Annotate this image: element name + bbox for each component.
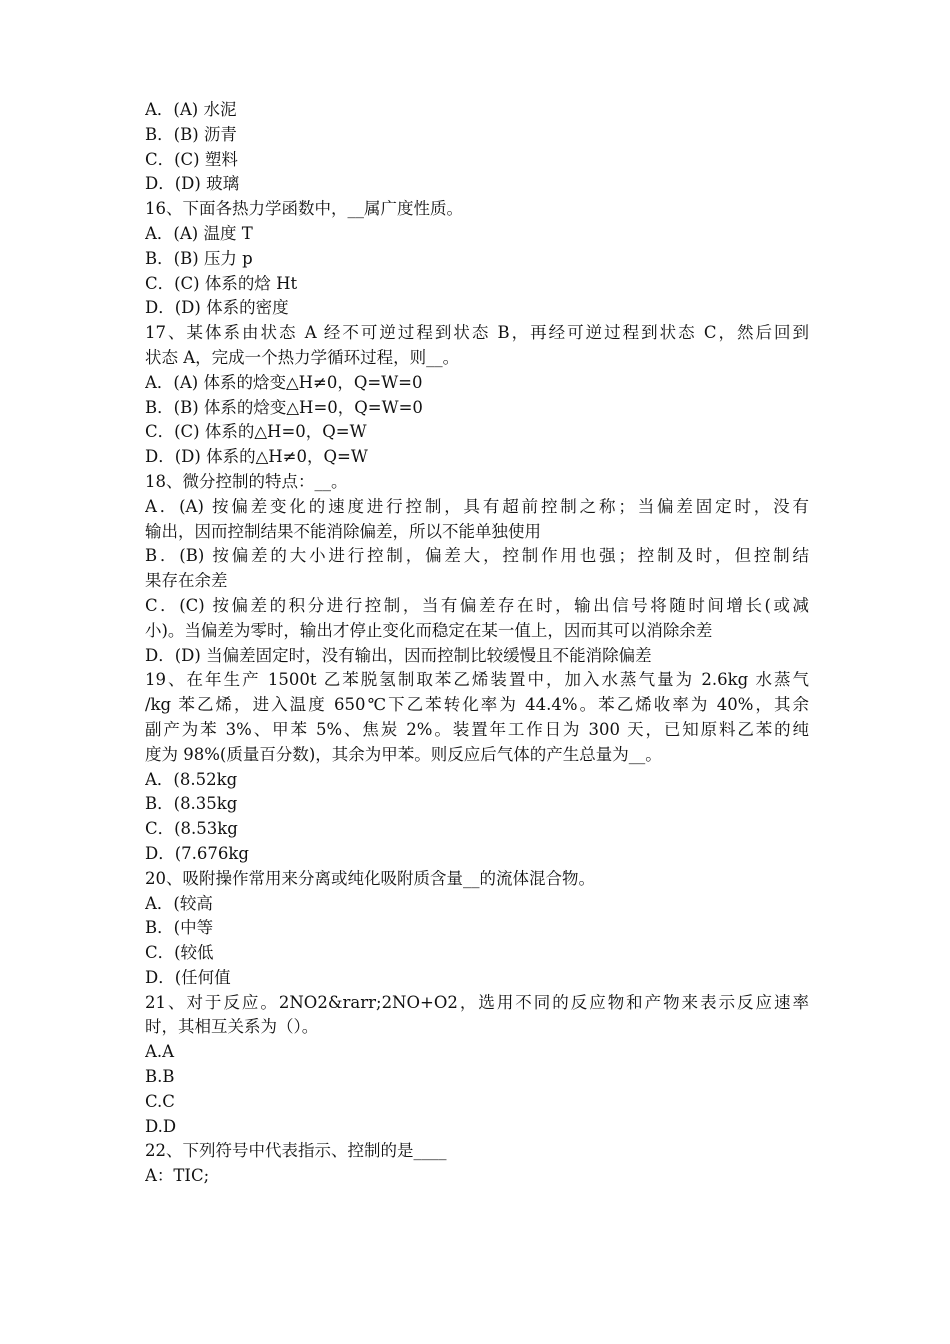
text-line: D．(7.676kg bbox=[145, 843, 249, 863]
text-line: A．(A) 水泥 bbox=[145, 100, 237, 119]
text-line: /kg 苯乙烯，进入温度 650℃下乙苯转化率为 44.4%。苯乙烯收率为 40%，其余 bbox=[145, 695, 809, 715]
text-line: C.C bbox=[145, 1091, 175, 1111]
text-line: D.D bbox=[145, 1116, 177, 1136]
text-line: B.B bbox=[145, 1067, 175, 1087]
text-line: 状态 A，完成一个热力学循环过程，则__。 bbox=[145, 347, 460, 367]
text-line: A.A bbox=[145, 1042, 175, 1062]
text-line: A．(A) 按偏差变化的速度进行控制，具有超前控制之称；当偏差固定时，没有 bbox=[145, 496, 809, 516]
text-line: 小)。当偏差为零时，输出才停止变化而稳定在某一值上，因而其可以消除余差 bbox=[145, 620, 713, 640]
text-line: A．(较高 bbox=[145, 893, 213, 913]
text-line: 度为 98%(质量百分数)，其余为甲苯。则反应后气体的产生总量为__。 bbox=[145, 744, 662, 764]
text-line: B．(B) 压力 p bbox=[145, 248, 253, 268]
text-line: D．(任何值 bbox=[145, 967, 231, 987]
text-line: 时，其相互关系为（）。 bbox=[145, 1017, 319, 1037]
text-line: B．(中等 bbox=[145, 918, 214, 938]
text-line: 17、某体系由状态 A 经不可逆过程到状态 B，再经可逆过程到状态 C，然后回到 bbox=[145, 323, 809, 343]
text-line: 22、下列符号中代表指示、控制的是____ bbox=[145, 1141, 447, 1161]
text-line: 16、下面各热力学函数中，__属广度性质。 bbox=[145, 199, 463, 219]
text-line: A．(A) 温度 T bbox=[145, 223, 253, 243]
text-line: D．(D) 体系的密度 bbox=[145, 298, 289, 318]
text-line: B．(B) 沥青 bbox=[145, 124, 237, 144]
text-line: D．(D) 体系的△H≠0，Q=W bbox=[145, 447, 368, 467]
text-line: D．(D) 玻璃 bbox=[145, 174, 240, 194]
text-line: C．(C) 按偏差的积分进行控制，当有偏差存在时，输出信号将随时间增长(或减 bbox=[145, 595, 809, 615]
text-line: 副产为苯 3%、甲苯 5%、焦炭 2%。装置年工作日为 300 天，已知原料乙苯的纯 bbox=[145, 719, 809, 739]
text-line: 18、微分控制的特点：__。 bbox=[145, 471, 348, 491]
text-line: B．(B) 按偏差的大小进行控制，偏差大，控制作用也强；控制及时，但控制结 bbox=[145, 546, 809, 566]
text-line: C．(较低 bbox=[145, 943, 214, 963]
text-line: A：TIC; bbox=[145, 1166, 210, 1186]
text-line: 21、对于反应。2NO2&rarr;2NO+O2，选用不同的反应物和产物来表示反应速率 bbox=[145, 992, 809, 1012]
text-line: B．(8.35kg bbox=[145, 794, 238, 814]
text-line: 果存在余差 bbox=[145, 571, 228, 591]
text-line: D．(D) 当偏差固定时，没有输出，因而控制比较缓慢且不能消除偏差 bbox=[145, 645, 652, 665]
text-line: 20、吸附操作常用来分离或纯化吸附质含量__的流体混合物。 bbox=[145, 868, 595, 888]
text-line: C．(8.53kg bbox=[145, 819, 238, 839]
text-line: B．(B) 体系的焓变△H=0，Q=W=0 bbox=[145, 397, 423, 417]
text-line: 输出，因而控制结果不能消除偏差，所以不能单独使用 bbox=[145, 521, 541, 541]
text-line: C．(C) 体系的△H=0，Q=W bbox=[145, 422, 367, 442]
text-line: 19、在年生产 1500t 乙苯脱氢制取苯乙烯装置中，加入水蒸气量为 2.6kg 水蒸气 bbox=[145, 670, 809, 690]
document-body bbox=[145, 98, 809, 1189]
text-line: A．(8.52kg bbox=[145, 769, 238, 789]
text-line: A．(A) 体系的焓变△H≠0，Q=W=0 bbox=[145, 372, 423, 392]
text-line: C．(C) 体系的焓 Ht bbox=[145, 273, 298, 293]
text-line: C．(C) 塑料 bbox=[145, 149, 238, 169]
